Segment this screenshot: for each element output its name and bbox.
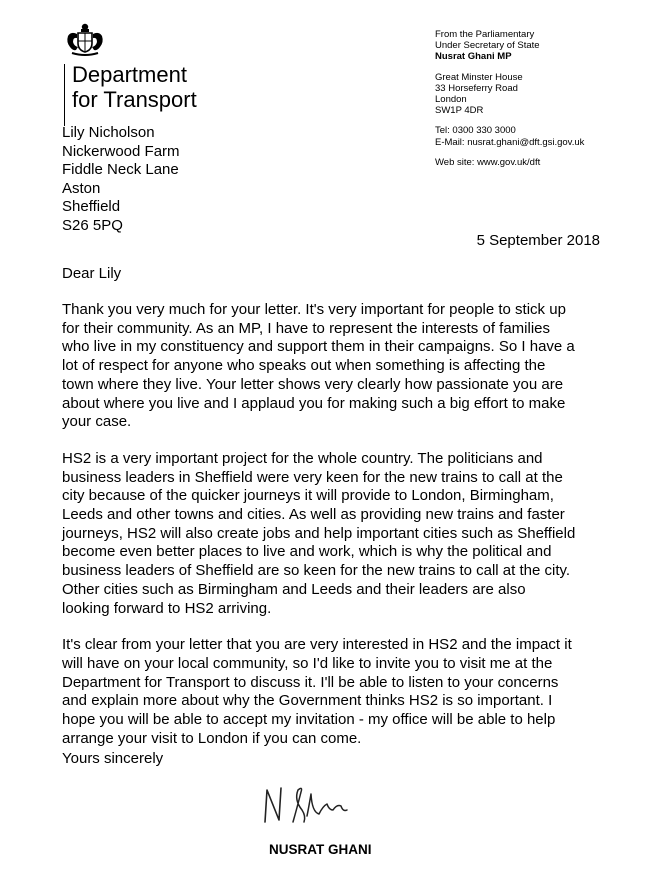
handwritten-signature: [255, 782, 375, 826]
recipient-line: Aston: [62, 179, 101, 197]
paragraph: It's clear from your letter that you are very interested in HS2 and the impact it will have on your local community, so I'd like to invite you to visit me at the Department for Transport to discuss it. I'll be able to listen to your concerns and explain more about why the Government thinks HS2 is so important. I hope you will be able to accept my invitation - my office will be able to help arrange your visit to London if you can come.: [62, 636, 572, 747]
sender-address-line: London: [435, 94, 467, 106]
sender-title-line2: Under Secretary of State: [435, 40, 540, 52]
recipient-line: Fiddle Neck Lane: [62, 161, 179, 178]
sender-address-line: Great Minster House: [435, 71, 523, 83]
sender-address-line: 33 Horseferry Road: [435, 82, 518, 94]
sender-name: Nusrat Ghani MP: [435, 51, 512, 63]
department-name: Department for Transport: [72, 62, 197, 112]
sender-address-line: SW1P 4DR: [435, 105, 484, 117]
closing: Yours sincerely: [62, 750, 164, 767]
sender-title-line1: From the Parliamentary: [435, 29, 535, 40]
recipient-address: [62, 124, 180, 235]
letter-date: 5 September 2018: [476, 232, 600, 249]
logo-divider: [64, 64, 65, 126]
sender-email: E-Mail: nusrat.ghani@dft.gsi.gov.uk: [435, 136, 585, 148]
dft-logo: [64, 22, 197, 112]
recipient-line: Lily Nicholson: [62, 124, 155, 141]
sender-details: [435, 29, 584, 168]
paragraph: Thank you very much for your letter. It's very important for people to stick up for their community. As an MP, I have to represent the interests of families who live in my constituency and support them in their campaigns. So I have a lot of respect for anyone who speaks out when something is affecting the town where they live. Your letter shows very clearly how passionate you are about where you live and I applaud you for making such a big effort to make your case.: [62, 301, 575, 431]
paragraph: HS2 is a very important project for the whole country. The politicians and business leaders in Sheffield were very keen for the new trains to call at the city because of the quicker journeys it will provide to London, Birmingham, Leeds and other towns and cities. As well as providing new trains and faster journeys, HS2 will also create jobs and help important cities such as Sheffield become even better places to live and work, which is why the political and business leaders of Sheffield are so keen for the new trains to call at the city. Other cities such as Birmingham and Leeds and their leaders are also looking forward to HS2 arriving.: [62, 449, 576, 617]
salutation: Dear Lily: [62, 265, 122, 282]
recipient-line: Sheffield: [62, 198, 121, 215]
sender-website: Web site: www.gov.uk/dft: [435, 156, 541, 168]
letter-body: [62, 301, 622, 766]
royal-crest-icon: [64, 22, 106, 58]
signatory-name: NUSRAT GHANI: [269, 842, 372, 857]
sender-telephone: Tel: 0300 330 3000: [435, 125, 516, 137]
recipient-line: Nickerwood Farm: [62, 142, 180, 160]
recipient-line: S26 5PQ: [62, 216, 123, 234]
